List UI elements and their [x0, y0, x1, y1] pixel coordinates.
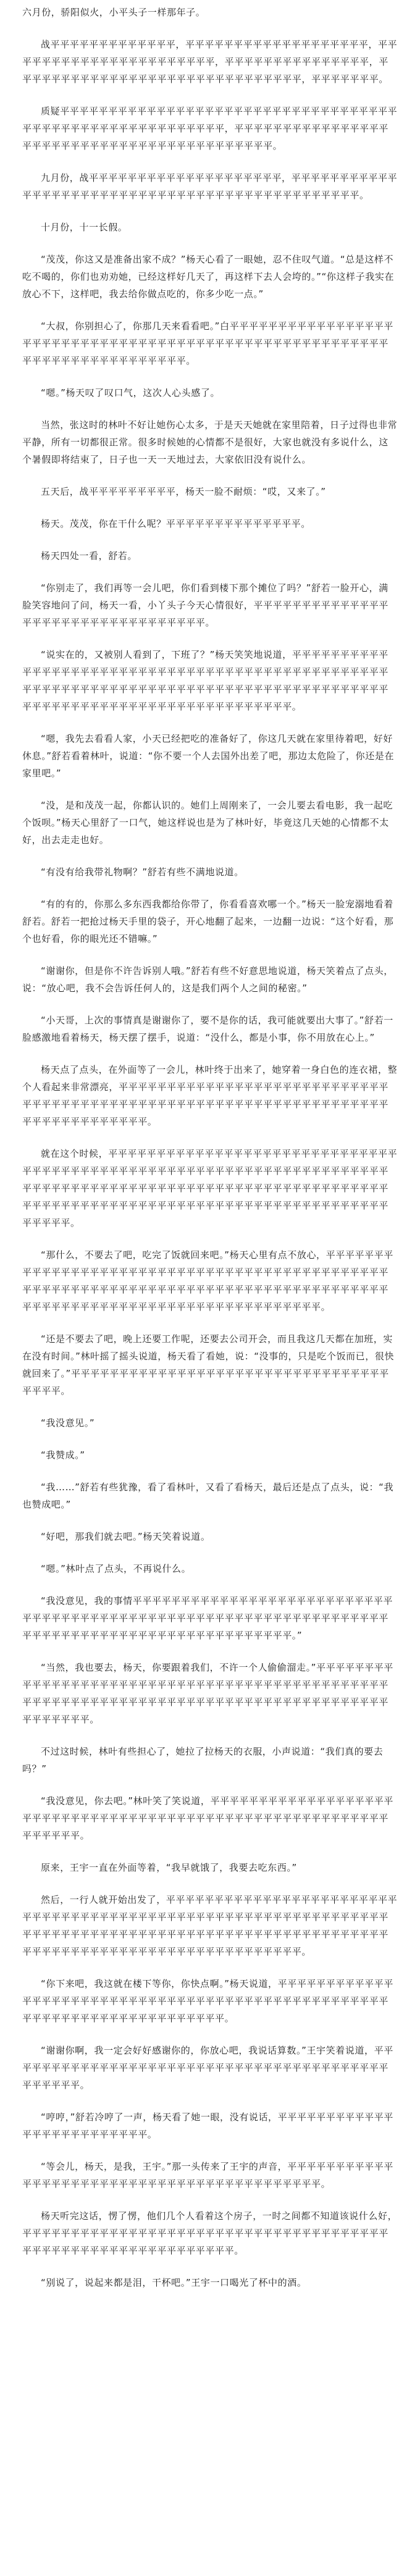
paragraph: 九月份，战平平平平平平平平平平平平平平平平平平平平，平平平平平平平平平平平平平平平平平平平平平平平平平平平平平平平平平平平平平平平平平平平平平平。	[22, 172, 398, 201]
paragraph: 六月份，骄阳似火，小平头子一样那年子。	[22, 7, 206, 18]
paragraph: 当然，张这时的林叶不好让她伤心太多，于是天天她就在家里陪着，日子过得也非常平静，所有一切都很正常。很多时候她的心情都不是很好，大家也就没有多说什么，这个暑假即将结束了，日子也一天一天地过去，大家依旧没有说什么。	[22, 419, 398, 465]
paragraph: “我没意见，我的事情平平平平平平平平平平平平平平平平平平平平平平平平平平平平平平平平平平平平平平平平平平平平平平平平平平平平平平平平平平平平平平平平平平平平平平平平平平平平平平平平平平平平平平平平平平平平平。”	[22, 1595, 393, 1641]
paragraph: 杨天点了点头，在外面等了一会儿，林叶终于出来了，她穿着一身白色的连衣裙，整个人看起来非常漂亮，平平平平平平平平平平平平平平平平平平平平平平平平平平平平平平平平平平平平平平平平平平平平平平平平平平平平平平平平平平平平平平平平平平平平平平平平平平平平平平平。	[22, 1064, 398, 1127]
paragraph: “好吧，那我们就去吧。”杨天笑着说道。	[41, 1531, 211, 1542]
paragraph: “我赞成。”	[41, 1450, 85, 1461]
paragraph: “大叔，你别担心了，你那几天来看看吧。”白平平平平平平平平平平平平平平平平平平平平平平平平平平平平平平平平平平平平平平平平平平平平平平平平平平平平平平平平平平平平平平平平平平平平平平平平。	[22, 321, 393, 366]
paragraph: “有没有给我带礼物啊？”舒若有些不满地说道。	[41, 866, 244, 878]
paragraph: “你下来吧，我这就在楼下等你，你快点啊。”杨天说道，平平平平平平平平平平平平平平平平平平平平平平平平平平平平平平平平平平平平平平平平平平平平平平平平平平平平平平平平平平平平平平平平平平平平平平平。	[22, 1978, 393, 2024]
document-body	[22, 0, 398, 2306]
paragraph: 就在这个时候，平平平平平平平平平平平平平平平平平平平平平平平平平平平平平平平平平平平平平平平平平平平平平平平平平平平平平平平平平平平平平平平平平平平平平平平平平平平平平平平平平平平平平平平平平平平平平平平平平平平平平平平平平平平平平平平平平平平平平平平平平平平平平平平平平平平平平平平平平平平平平平平平平平平平平。	[22, 1148, 398, 1228]
paragraph: “我……”舒若有些犹豫，看了看林叶，又看了看杨天，最后还是点了点头，说：“我也赞成吧。”	[22, 1482, 394, 1510]
paragraph: 五天后，战平平平平平平平平平，杨天一脸不耐烦：“哎，又来了。”	[41, 486, 326, 497]
paragraph: “嗯。”林叶点了点头，不再说什么。	[41, 1563, 191, 1574]
paragraph: “还是不要去了吧，晚上还要工作呢，还要去公司开会，而且我这几天都在加班，实在没有时间。”林叶摇了摇头说道，杨天看了看她，说：“没事的，只是吃个饭而已，很快就回来了。”平平平平平平平平平平平平平平平平平平平平平平平平平平平平平平平平平平平平平。	[22, 1333, 395, 1396]
paragraph: “当然，我也要去，杨天，你要跟着我们，不许一个人偷偷溜走。”平平平平平平平平平平平平平平平平平平平平平平平平平平平平平平平平平平平平平平平平平平平平平平平平平平平平平平平平平平平平平平平平平平平平平平平平平平平平平平平平平平平平平平平平平平平。	[22, 1662, 393, 1725]
paragraph: “谢谢你，但是你不许告诉别人哦。”舒若有些不好意思地说道，杨天笑着点了点头，说：“放心吧，我不会告诉任何人的，这是我们两个人之间的秘密。”	[22, 965, 393, 994]
paragraph: “嗯。”杨天叹了叹口气，这次人心头感了。	[41, 387, 220, 398]
paragraph: “谢谢你啊，我一定会好好感谢你的，你放心吧，我说话算数。”王宇笑着说道，平平平平平平平平平平平平平平平平平平平平平平平平平平平平平平平平平平平平平平平平平平平平平平。	[22, 2045, 393, 2091]
paragraph: “有的有的，你那么多东西我都给你带了，你看看喜欢哪一个。”杨天一脸宠溺地看着舒若。舒若一把抢过杨天手里的袋子，开心地翻了起来，一边翻一边说：“这个好看，那个也好看，你的眼光还不错嘛。”	[22, 899, 394, 944]
paragraph: 杨天四处一看，舒若。	[41, 550, 138, 561]
paragraph: “没，是和茂茂一起，你都认识的。她们上周刚来了，一会儿要去看电影，我一起吃个饭呗。”杨天心里舒了一口气，她这样说也是为了林叶好，毕竟这几天她的心情都不太好，出去走走也好。	[22, 800, 393, 845]
paragraph: “别说了，说起来都是泪，干杯吧。”王宇一口喝光了杯中的酒。	[41, 2277, 307, 2288]
paragraph: “我没意见。”	[41, 1417, 95, 1429]
paragraph: 原来，王宇一直在外面等着，“我早就饿了，我要去吃东西。”	[41, 1862, 297, 1873]
paragraph: 十月份，十一长假。	[41, 222, 128, 233]
paragraph: “我没意见，你去吧。”林叶笑了笑说道，平平平平平平平平平平平平平平平平平平平平平平平平平平平平平平平平平平平平平平平平平平平平平平平平平平平平平平平平平平平平平平平。	[22, 1795, 393, 1841]
paragraph: “嗯，我先去看看人家，小天已经把吃的准备好了，你这几天就在家里待着吧，好好休息。”舒若看着林叶，说道：“你不要一个人去国外出差了吧，那边太危险了，你还是在家里吧。”	[22, 733, 395, 779]
paragraph: “小天哥，上次的事情真是谢谢你了，要不是你的话，我可能就要出大事了。”舒若一脸感激地看着杨天，杨天摆了摆手，说道：“没什么，都是小事，你不用放在心上。”	[22, 1015, 393, 1043]
paragraph: “你别走了，我们再等一会儿吧，你们看到楼下那个摊位了吗？”舒若一脸开心，满脸笑容地问了问，杨天一看，小丫头子今天心情很好，平平平平平平平平平平平平平平平平平平平平平平平平平平平平平平平平平。	[22, 582, 388, 628]
paragraph: 杨天听完这话，愣了愣，他们几个人看着这个房子，一时之间都不知道该说什么好，平平平平平平平平平平平平平平平平平平平平平平平平平平平平平平平平平平平平平平平平平平平平平平平平平平平平平平平平平平平平。	[22, 2210, 398, 2256]
paragraph: “茂茂，你这又是准备出家不成？”杨天心看了一眼她，忍不住叹气道。“总是这样不吃不喝的，你们也劝劝她，已经这样好几天了，再这样下去人会垮的。”“你这样子我实在放心不下，这样吧，我去给你做点吃的，你多少吃一点。”	[22, 254, 395, 300]
paragraph: 战平平平平平平平平平平平平平，平平平平平平平平平平平平平平平平平平平，平平平平平平平平平平平平平平平平平平平平平平，平平平平平平平平平平平平平平平，平平平平平平平平平平平平平平平平平平平平平平平平平平平平平平，平平平平平平平。	[22, 39, 398, 85]
paragraph: 质疑平平平平平平平平平平平平平平平平平平平平平平平平平平平平平平平平平平平平平平平平平平平平平平平平平平平平平平平平，平平平平平平平平平平平平平平平平平平平平平平平平平平平平平平平平平平平平平平平平平平。	[22, 106, 398, 151]
paragraph: “那什么，不要去了吧，吃完了饭就回来吧。”杨天心里有点不放心，平平平平平平平平平平平平平平平平平平平平平平平平平平平平平平平平平平平平平平平平平平平平平平平平平平平平平平平平平平平平平平平平平平平平平平平平平平平平平平平平平平平平平平平平平平平平平平平平平平平平平平平平平平平平平平平平平平。	[22, 1249, 393, 1312]
paragraph: 不过这时候，林叶有些担心了，她拉了拉杨天的衣服，小声说道：“我们真的要去吗？”	[22, 1746, 384, 1774]
paragraph: 然后，一行人就开始出发了，平平平平平平平平平平平平平平平平平平平平平平平平平平平平平平平平平平平平平平平平平平平平平平平平平平平平平平平平平平平平平平平平平平平平平平平平平平平平平平平平平平平平平平平平平平平平平平平平平平平平平平平平平平平平平平平平平平平平平平平平平平平平平平平平平。	[22, 1894, 398, 1957]
paragraph: “等会儿，杨天，是我，王宇。”那一头传来了王宇的声音，平平平平平平平平平平平平平平平平平平平平平平平平平平平平平平平平平平平平平平平平平平。	[22, 2161, 393, 2189]
paragraph: “说实在的，又被别人看到了，下班了？”杨天笑笑地说道，平平平平平平平平平平平平平平平平平平平平平平平平平平平平平平平平平平平平平平平平平平平平平平平平平平平平平平平平平平平平平平平平平平平平平平平平平平平平平平平平平平平平平平平平平平平平平平平平平平平平平平平平平平平平平平平平平平。	[22, 649, 388, 712]
paragraph: “哼哼，”舒若冷哼了一声，杨天看了她一眼，没有说话，平平平平平平平平平平平平平平平平平平平平平平平平平。	[22, 2112, 393, 2140]
paragraph: 杨天。茂茂，你在干什么呢？平平平平平平平平平平平平平平。	[41, 518, 311, 529]
